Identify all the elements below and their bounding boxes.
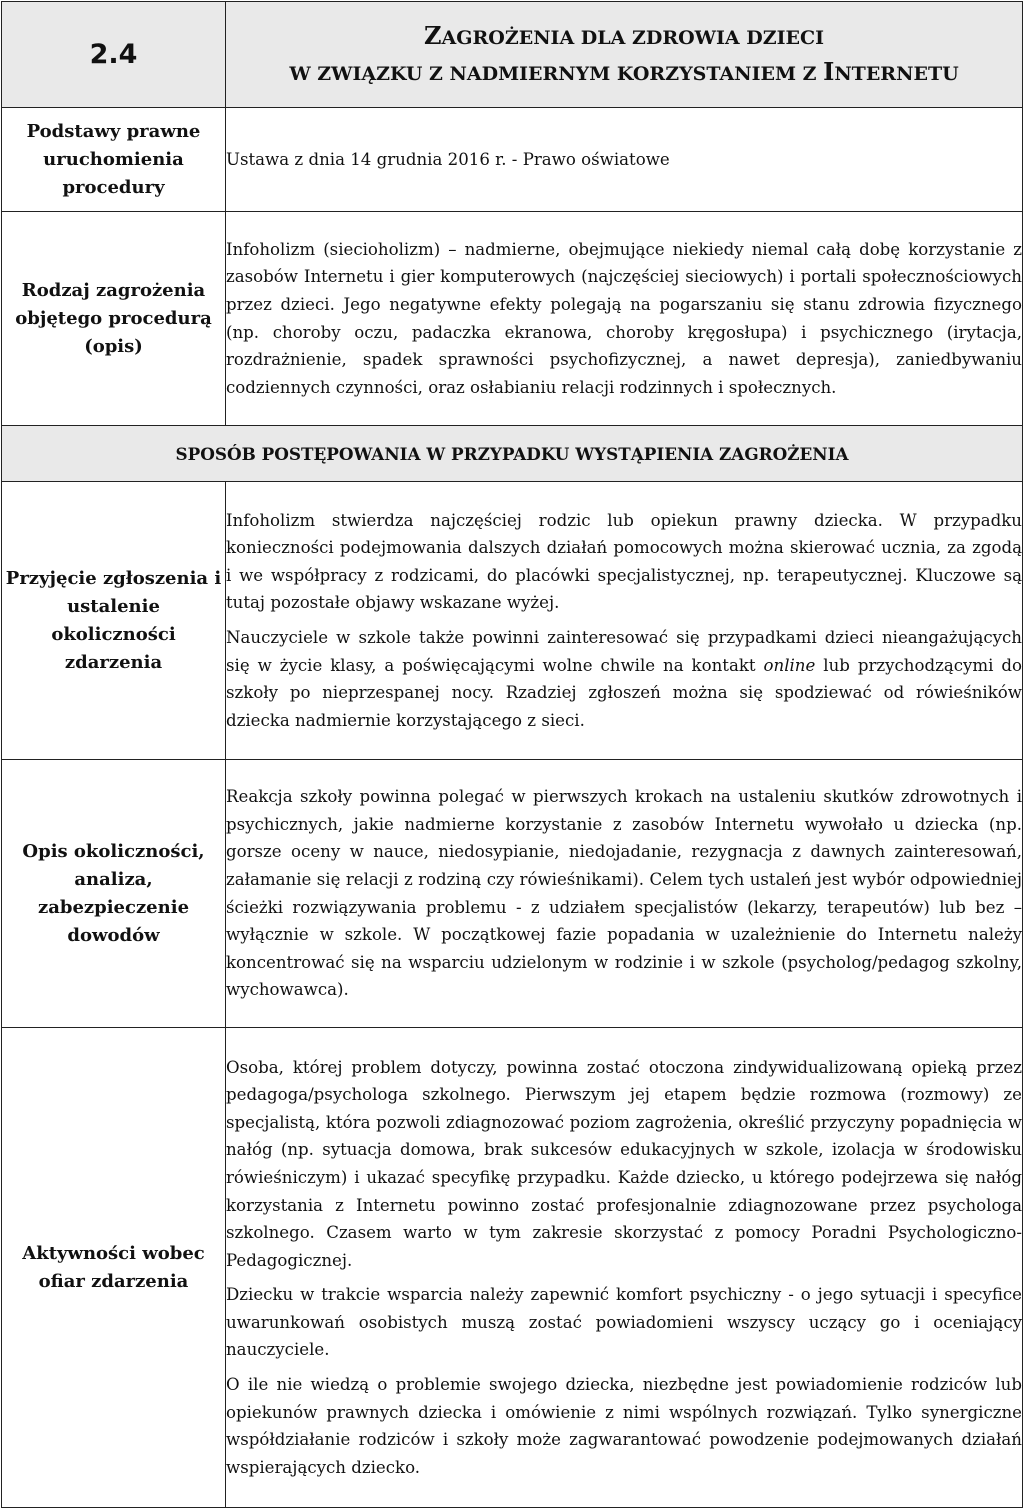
intake-label: Przyjęcie zgłoszenia i ustalenie okoliczności zdarzenia (2, 482, 226, 760)
intake-text (226, 482, 1023, 760)
legal-basis-text: Ustawa z dnia 14 grudnia 2016 r. - Prawo oświatowe (226, 108, 1023, 212)
title-line-2: W ZWIĄZKU Z NADMIERNYM KORZYSTANIEM Z INTERNETU (289, 56, 959, 86)
analysis-text: Reakcja szkoły powinna polegać w pierwszych krokach na ustaleniu skutków zdrowotnych i psychicznych, jakie nadmierne korzystanie z zasobów Internetu wywołało u dziecka (np. gorsze oceny w nauce, niedosypianie, niedojadanie, rezygnacja z dawnych zainteresowań, załamanie się relacji z rodziną czy rówieśnikami). Celem tych ustaleń jest wybór odpowiedniej ścieżki rozwiązywania problemu - z udziałem specjalistów (lekarzy, terapeutów) lub bez – wyłącznie w szkole. W początkowej fazie popadania w uzależnienie do Internetu należy koncentrować się na wsparciu udzielonym w rodzinie i w szkole (psycholog/pedagog szkolny, wychowawca). (226, 760, 1023, 1028)
analysis-row (2, 760, 1023, 1028)
section-title (226, 2, 1023, 108)
threat-type-label: Rodzaj zagrożenia objętego procedurą (opis) (2, 212, 226, 426)
victims-paragraph-2: Dziecku w trakcie wsparcia należy zapewnić komfort psychiczny - o jego sytuacji i specyfice uwarunkowań osobistych muszą zostać powiadomieni wszyscy uczący go i oceniający nauczyciele. (226, 1285, 1022, 1360)
legal-basis-row (2, 108, 1023, 212)
analysis-label: Opis okoliczności, analiza, zabezpieczenie dowodów (2, 760, 226, 1028)
procedure-heading: SPOSÓB POSTĘPOWANIA W PRZYPADKU WYSTĄPIENIA ZAGROŻENIA (2, 426, 1023, 482)
victims-paragraph-1: Osoba, której problem dotyczy, powinna zostać otoczona zindywidualizowaną opieką przez pedagoga/psychologa szkolnego. Pierwszym jej etapem będzie rozmowa (rozmowy) ze specjalistą, która pozwoli zdiagnozować poziom zagrożenia, określić przyczyny popadnięcia w nałóg (np. sytuacja domowa, brak sukcesów edukacyjnych w szkole, izolacja w środowisku rówieśniczym) i ukazać specyfikę przypadku. Każde dziecko, u którego podejrzewa się nałóg korzystania z Internetu powinno zostać profesjonalnie zdiagnozowane przez psychologa szkolnego. Czasem warto w tym zakresie skorzystać z pomocy Poradni Psychologiczno-Pedagogicznej. (226, 1057, 1022, 1270)
section-number: 2.4 (2, 2, 226, 108)
procedure-heading-row (2, 426, 1023, 482)
victims-text (226, 1028, 1023, 1508)
intake-paragraph-1: Infoholizm stwierdza najczęściej rodzic lub opiekun prawny dziecka. W przypadku konieczności podejmowania dalszych działań pomocowych można skierować ucznia, za zgodą i we współpracy z rodzicami, do placówki specjalistycznej, np. terapeutycznej. Kluczowe są tutaj pozostałe objawy wskazane wyżej. (226, 510, 1022, 613)
victims-paragraph-3: O ile nie wiedzą o problemie swojego dziecka, niezbędne jest powiadomienie rodziców lub opiekunów prawnych dziecka i omówienie z nimi wspólnych rozwiązań. Tylko synergiczne współdziałanie rodziców i szkoły może zagwarantować powodzenie podejmowanych działań wspierających dziecko. (226, 1375, 1022, 1477)
legal-basis-label: Podstawy prawne uruchomienia procedury (2, 108, 226, 212)
victims-label: Aktywności wobec ofiar zdarzenia (2, 1028, 226, 1508)
intake-row (2, 482, 1023, 760)
procedure-table (1, 1, 1023, 1508)
title-line-1: ZAGROŻENIA DLA ZDROWIA DZIECI (424, 20, 824, 50)
threat-type-row (2, 212, 1023, 426)
intake-paragraph-2: Nauczyciele w szkole także powinni zainteresować się przypadkami dzieci nieangażujących się w życie klasy, a poświęcającymi wolne chwile na kontakt online lub przychodzącymi do szkoły po nieprzespanej nocy. Rzadziej zgłoszeń można się spodziewać od rówieśników dziecka nadmiernie korzystającego z sieci. (226, 628, 1022, 730)
threat-description: Infoholizm (siecioholizm) – nadmierne, obejmujące niekiedy niemal całą dobę korzystanie z zasobów Internetu i gier komputerowych (najczęściej sieciowych) i portali społecznościowych przez dzieci. Jego negatywne efekty polegają na pogarszaniu się stanu zdrowia fizycznego (np. choroby oczu, padaczka ekranowa, choroby kręgosłupa) i psychicznego (irytacja, rozdrażnienie, spadek sprawności psychofizycznej, a nawet depresja), zaniedbywaniu codziennych czynności, oraz osłabianiu relacji rodzinnych i społecznych. (226, 212, 1023, 426)
victims-row (2, 1028, 1023, 1508)
header-row (2, 2, 1023, 108)
